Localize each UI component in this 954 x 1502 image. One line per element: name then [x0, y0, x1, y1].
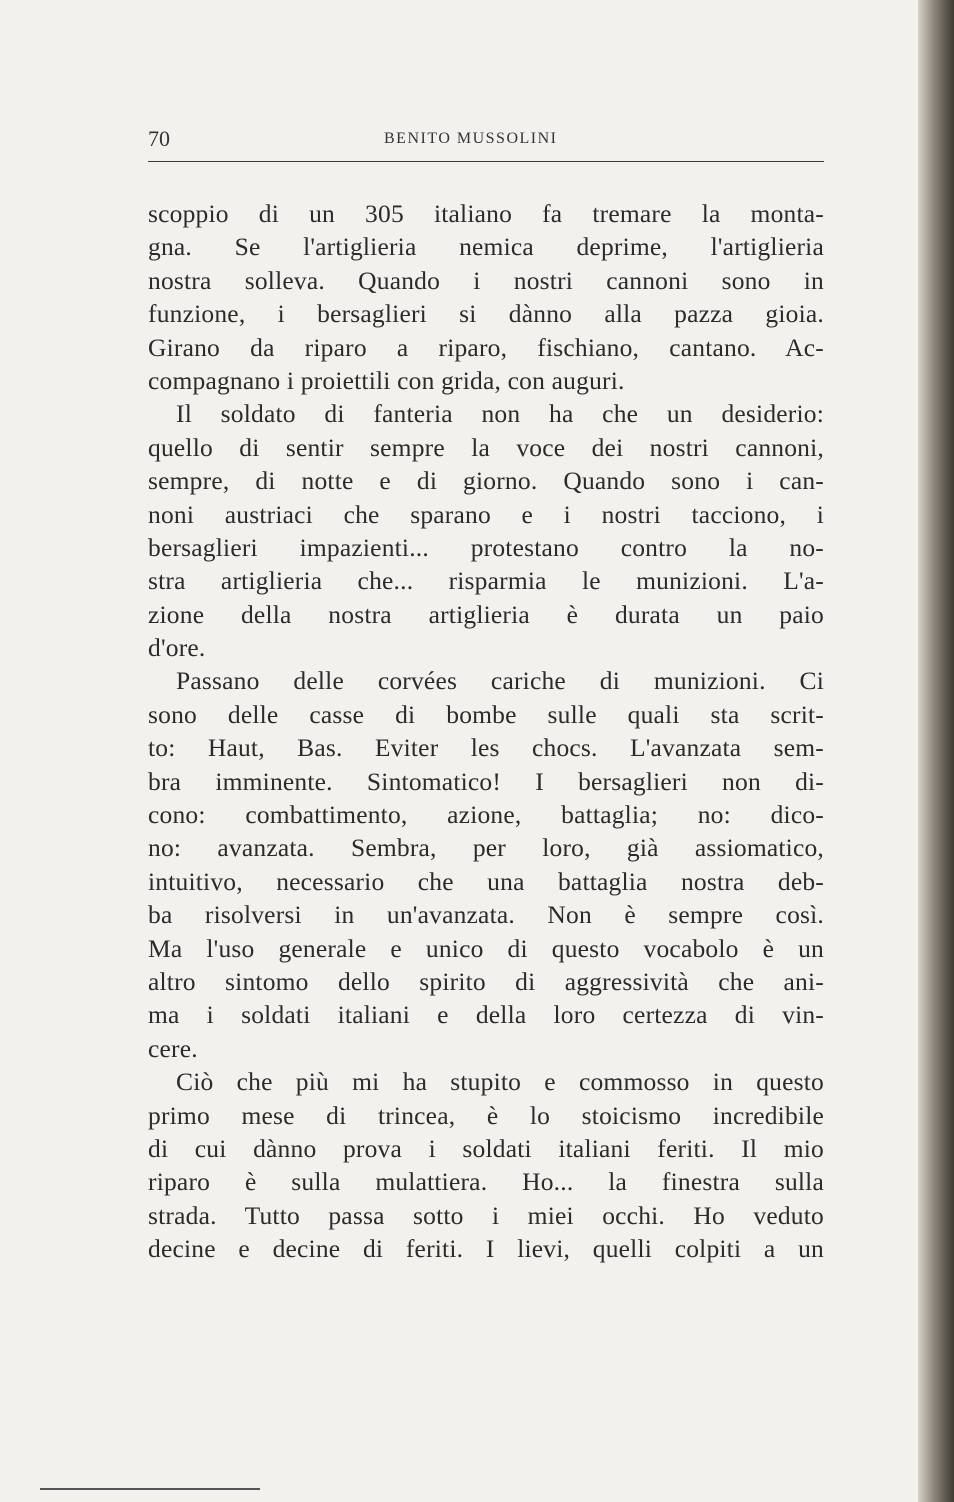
- text-line: Girano da riparo a riparo, fischiano, cantano. Ac-: [148, 332, 824, 362]
- running-head: BENITO MUSSOLINI: [384, 130, 558, 147]
- text-line: Ma l'uso generale e unico di questo vocabolo è un: [148, 933, 824, 963]
- text-line: Il soldato di fanteria non ha che un desiderio:: [176, 399, 824, 429]
- text-line: Ciò che più mi ha stupito e commosso in questo: [176, 1067, 824, 1097]
- text-line: scoppio di un 305 italiano fa tremare la monta-: [148, 199, 824, 228]
- page-edge-shadow: [918, 0, 954, 1502]
- text-line: Passano delle corvées cariche di munizioni. Ci: [176, 666, 824, 696]
- text-line: nostra solleva. Quando i nostri cannoni sono in: [148, 265, 824, 295]
- text-line: compagnano i proiettili con grida, con auguri.: [148, 365, 625, 395]
- body-text: [148, 197, 824, 1266]
- text-line: intuitivo, necessario che una battaglia nostra deb-: [148, 866, 824, 896]
- text-line: ma i soldati italiani e della loro certezza di vin-: [148, 1000, 824, 1030]
- text-line: noni austriaci che sparano e i nostri tacciono, i: [148, 499, 824, 529]
- bottom-edge-mark: [40, 1488, 260, 1490]
- page-header: [148, 126, 824, 156]
- text-line: decine e decine di feriti. I lievi, quelli colpiti a un: [148, 1234, 824, 1264]
- text-line: bra imminente. Sintomatico! I bersaglieri non di-: [148, 766, 824, 796]
- text-line: no: avanzata. Sembra, per loro, già assiomatico,: [148, 833, 824, 863]
- text-line: riparo è sulla mulattiera. Ho... la finestra sulla: [148, 1167, 824, 1197]
- text-line: ba risolversi in un'avanzata. Non è sempre così.: [148, 900, 824, 930]
- text-line: zione della nostra artiglieria è durata un paio: [148, 599, 824, 629]
- text-line: primo mese di trincea, è lo stoicismo incredibile: [148, 1100, 824, 1130]
- text-line: d'ore.: [148, 633, 206, 663]
- text-line: altro sintomo dello spirito di aggressività che ani-: [148, 966, 824, 996]
- page-number: 70: [148, 126, 170, 151]
- text-line: sempre, di notte e di giorno. Quando sono i can-: [148, 466, 824, 496]
- header-rule: [148, 161, 824, 162]
- text-line: strada. Tutto passa sotto i miei occhi. Ho veduto: [148, 1200, 824, 1230]
- text-line: stra artiglieria che... risparmia le munizioni. L'a-: [148, 566, 824, 596]
- text-line: to: Haut, Bas. Eviter les chocs. L'avanzata sem-: [148, 733, 824, 763]
- text-line: cere.: [148, 1033, 198, 1063]
- text-line: di cui dànno prova i soldati italiani feriti. Il mio: [148, 1133, 824, 1163]
- text-line: gna. Se l'artiglieria nemica deprime, l'artiglieria: [148, 232, 824, 262]
- text-line: cono: combattimento, azione, battaglia; no: dico-: [148, 800, 824, 830]
- text-line: quello di sentir sempre la voce dei nostri cannoni,: [148, 432, 824, 462]
- text-line: funzione, i bersaglieri si dànno alla pazza gioia.: [148, 299, 824, 329]
- text-line: sono delle casse di bombe sulle quali sta scrit-: [148, 699, 824, 729]
- text-line: bersaglieri impazienti... protestano contro la no-: [148, 532, 824, 562]
